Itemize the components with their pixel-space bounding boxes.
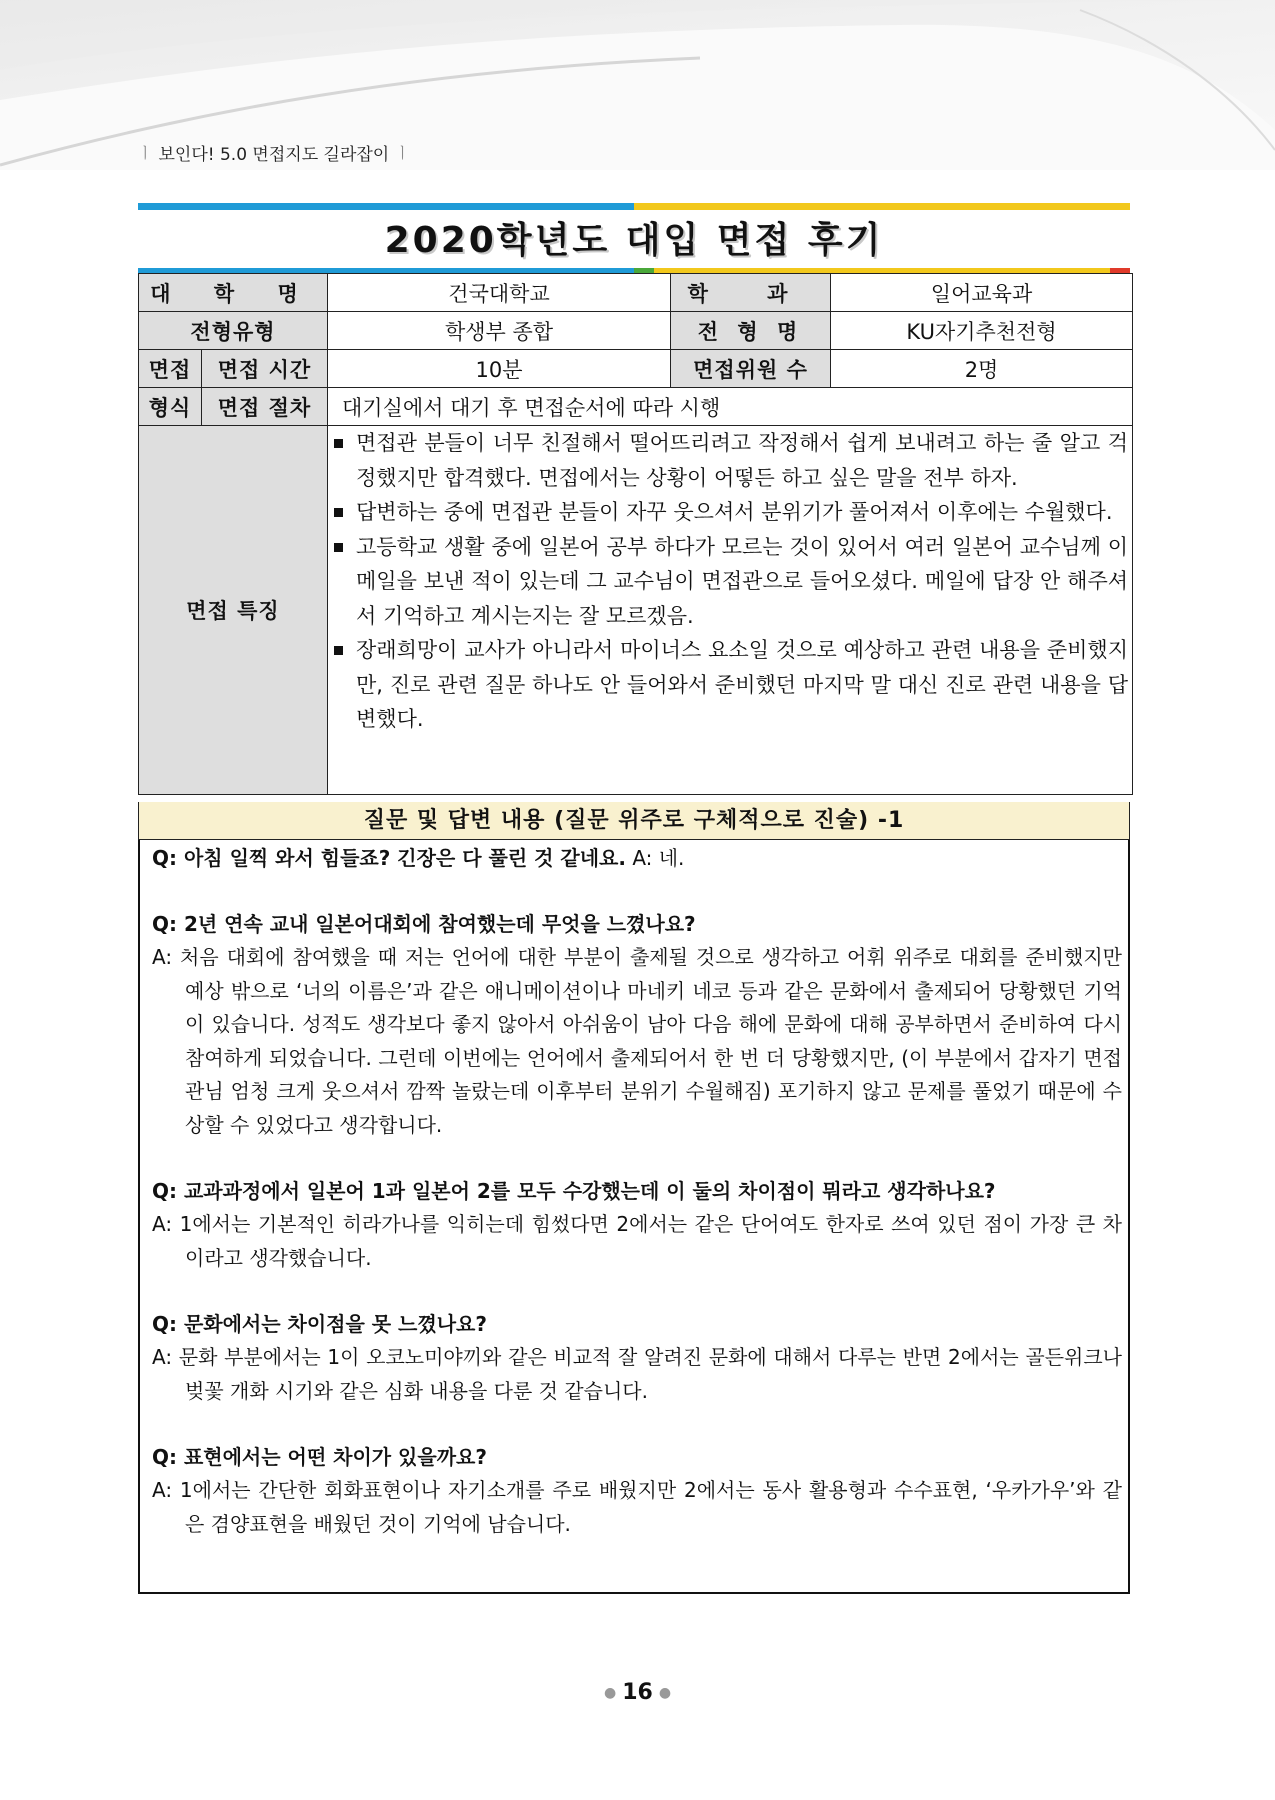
- table-row: [139, 388, 1133, 426]
- track-label: 전 형 명: [671, 312, 831, 350]
- features-cell: [328, 426, 1133, 795]
- university-value: 건국대학교: [328, 274, 671, 312]
- time-value: 10분: [328, 350, 671, 388]
- page-number-text: 16: [622, 1680, 653, 1705]
- answer-text: A: 문화 부분에서는 1이 오코노미야끼와 같은 비교적 잘 알려진 문화에 대해서 다루는 반면 2에서는 골든위크나 벚꽃 개화 시기와 같은 심화 내용을 다룬 것 같습니다.: [152, 1345, 1122, 1403]
- band-blue-segment: [138, 203, 634, 210]
- question-text: Q: 문화에서는 차이점을 못 느꼈나요?: [152, 1312, 487, 1336]
- type-value: 학생부 종합: [328, 312, 671, 350]
- dept-value: 일어교육과: [831, 274, 1133, 312]
- list-item: 면접관 분들이 너무 친절해서 떨어뜨리려고 작정해서 쉽게 보내려고 하는 줄 알고 걱정했지만 합격했다. 면접에서는 상황이 어떻든 하고 싶은 말을 전부 하자.: [328, 426, 1128, 495]
- question-text: Q: 2년 연속 교내 일본어대회에 참여했는데 무엇을 느꼈나요?: [152, 912, 696, 936]
- procedure-value: 대기실에서 대기 후 면접순서에 따라 시행: [328, 388, 1133, 426]
- type-label: 전형유형: [139, 312, 328, 350]
- list-item: 고등학교 생활 중에 일본어 공부 하다가 모르는 것이 있어서 여러 일본어 교수님께 이메일을 보낸 적이 있는데 그 교수님이 면접관으로 들어오셨다. 메일에 답장 안 해주셔서 기억하고 계시는지는 잘 모르겠음.: [328, 530, 1128, 634]
- running-title: 보인다! 5.0 면접지도 길라잡이: [158, 145, 390, 165]
- table-row: [139, 274, 1133, 312]
- info-table: [138, 273, 1133, 795]
- dot-icon: ●: [603, 1685, 617, 1701]
- question-text: Q: 표현에서는 어떤 차이가 있을까요?: [152, 1445, 487, 1469]
- university-label: 대 학 명: [139, 274, 328, 312]
- page-number: [0, 1680, 1275, 1705]
- qa-item: [152, 1308, 1122, 1408]
- dept-label: 학 과: [671, 274, 831, 312]
- running-header: [138, 140, 410, 165]
- header-left-bar: ㅣ: [138, 144, 153, 162]
- qa-section-header: 질문 및 답변 내용 (질문 위주로 구체적으로 진술) -1: [138, 802, 1130, 840]
- qa-item: [152, 1175, 1122, 1275]
- table-row: [139, 350, 1133, 388]
- question-text: Q: 교과과정에서 일본어 1과 일본어 2를 모두 수강했는데 이 둘의 차이점이 뭐라고 생각하나요?: [152, 1179, 996, 1203]
- answer-text: A: 1에서는 간단한 회화표현이나 자기소개를 주로 배웠지만 2에서는 동사 활용형과 수수표현, ‘우카가우’와 같은 겸양표현을 배웠던 것이 기억에 남습니다.: [152, 1478, 1122, 1536]
- qa-item: [152, 908, 1122, 1142]
- header-right-bar: ㅣ: [395, 144, 410, 162]
- answer-text: A: 처음 대회에 참여했을 때 저는 언어에 대한 부분이 출제될 것으로 생각하고 어휘 위주로 대회를 준비했지만 예상 밖으로 ‘너의 이름은’과 같은 애니메이션이나 마네키 네코 등과 같은 문화에서 출제되어 당황했던 기억이 있습니다. 성적도 생각보다 좋지 않아서 아쉬움이 남아 다음 해에 문화에 대해 공부하면서 준비하여 다시 참여하게 되었습니다. 그런데 이번에는 언어에서 출제되어서 한 번 더 당황했지만, (이 부분에서 갑자기 면접관님 엄청 크게 웃으셔서 깜짝 놀랐는데 이후부터 분위기 수월해짐) 포기하지 않고 문제를 풀었기 때문에 수상할 수 있었다고 생각합니다.: [152, 945, 1122, 1137]
- format-label-bottom: 형식: [139, 388, 202, 426]
- interviewers-value: 2명: [831, 350, 1133, 388]
- list-item: 장래희망이 교사가 아니라서 마이너스 요소일 것으로 예상하고 관련 내용을 준비했지만, 진로 관련 질문 하나도 안 들어와서 준비했던 마지막 말 대신 진로 관련 내용을 답변했다.: [328, 633, 1128, 737]
- document-title: 2020학년도 대입 면접 후기: [384, 220, 884, 261]
- question-text: Q: 아침 일찍 와서 힘들죠? 긴장은 다 풀린 것 같네요.: [152, 846, 626, 870]
- color-band: [138, 203, 1130, 210]
- band-yellow-segment: [634, 203, 1130, 210]
- time-label: 면접 시간: [202, 350, 328, 388]
- procedure-label: 면접 절차: [202, 388, 328, 426]
- table-row: [139, 426, 1133, 795]
- qa-body: [138, 840, 1130, 1594]
- format-label-top: 면접: [139, 350, 202, 388]
- qa-item: [152, 1441, 1122, 1541]
- list-item: 답변하는 중에 면접관 분들이 자꾸 웃으셔서 분위기가 풀어져서 이후에는 수월했다.: [328, 495, 1128, 530]
- answer-text: A: 네.: [632, 846, 685, 870]
- dot-icon: ●: [658, 1685, 672, 1701]
- table-row: [139, 312, 1133, 350]
- track-value: KU자기추천전형: [831, 312, 1133, 350]
- answer-text: A: 1에서는 기본적인 히라가나를 익히는데 힘썼다면 2에서는 같은 단어여도 한자로 쓰여 있던 점이 가장 큰 차이라고 생각했습니다.: [152, 1212, 1122, 1270]
- interviewers-label: 면접위원 수: [671, 350, 831, 388]
- features-list: [328, 426, 1128, 737]
- features-label: 면접 특징: [139, 426, 328, 795]
- qa-item: [152, 842, 1122, 875]
